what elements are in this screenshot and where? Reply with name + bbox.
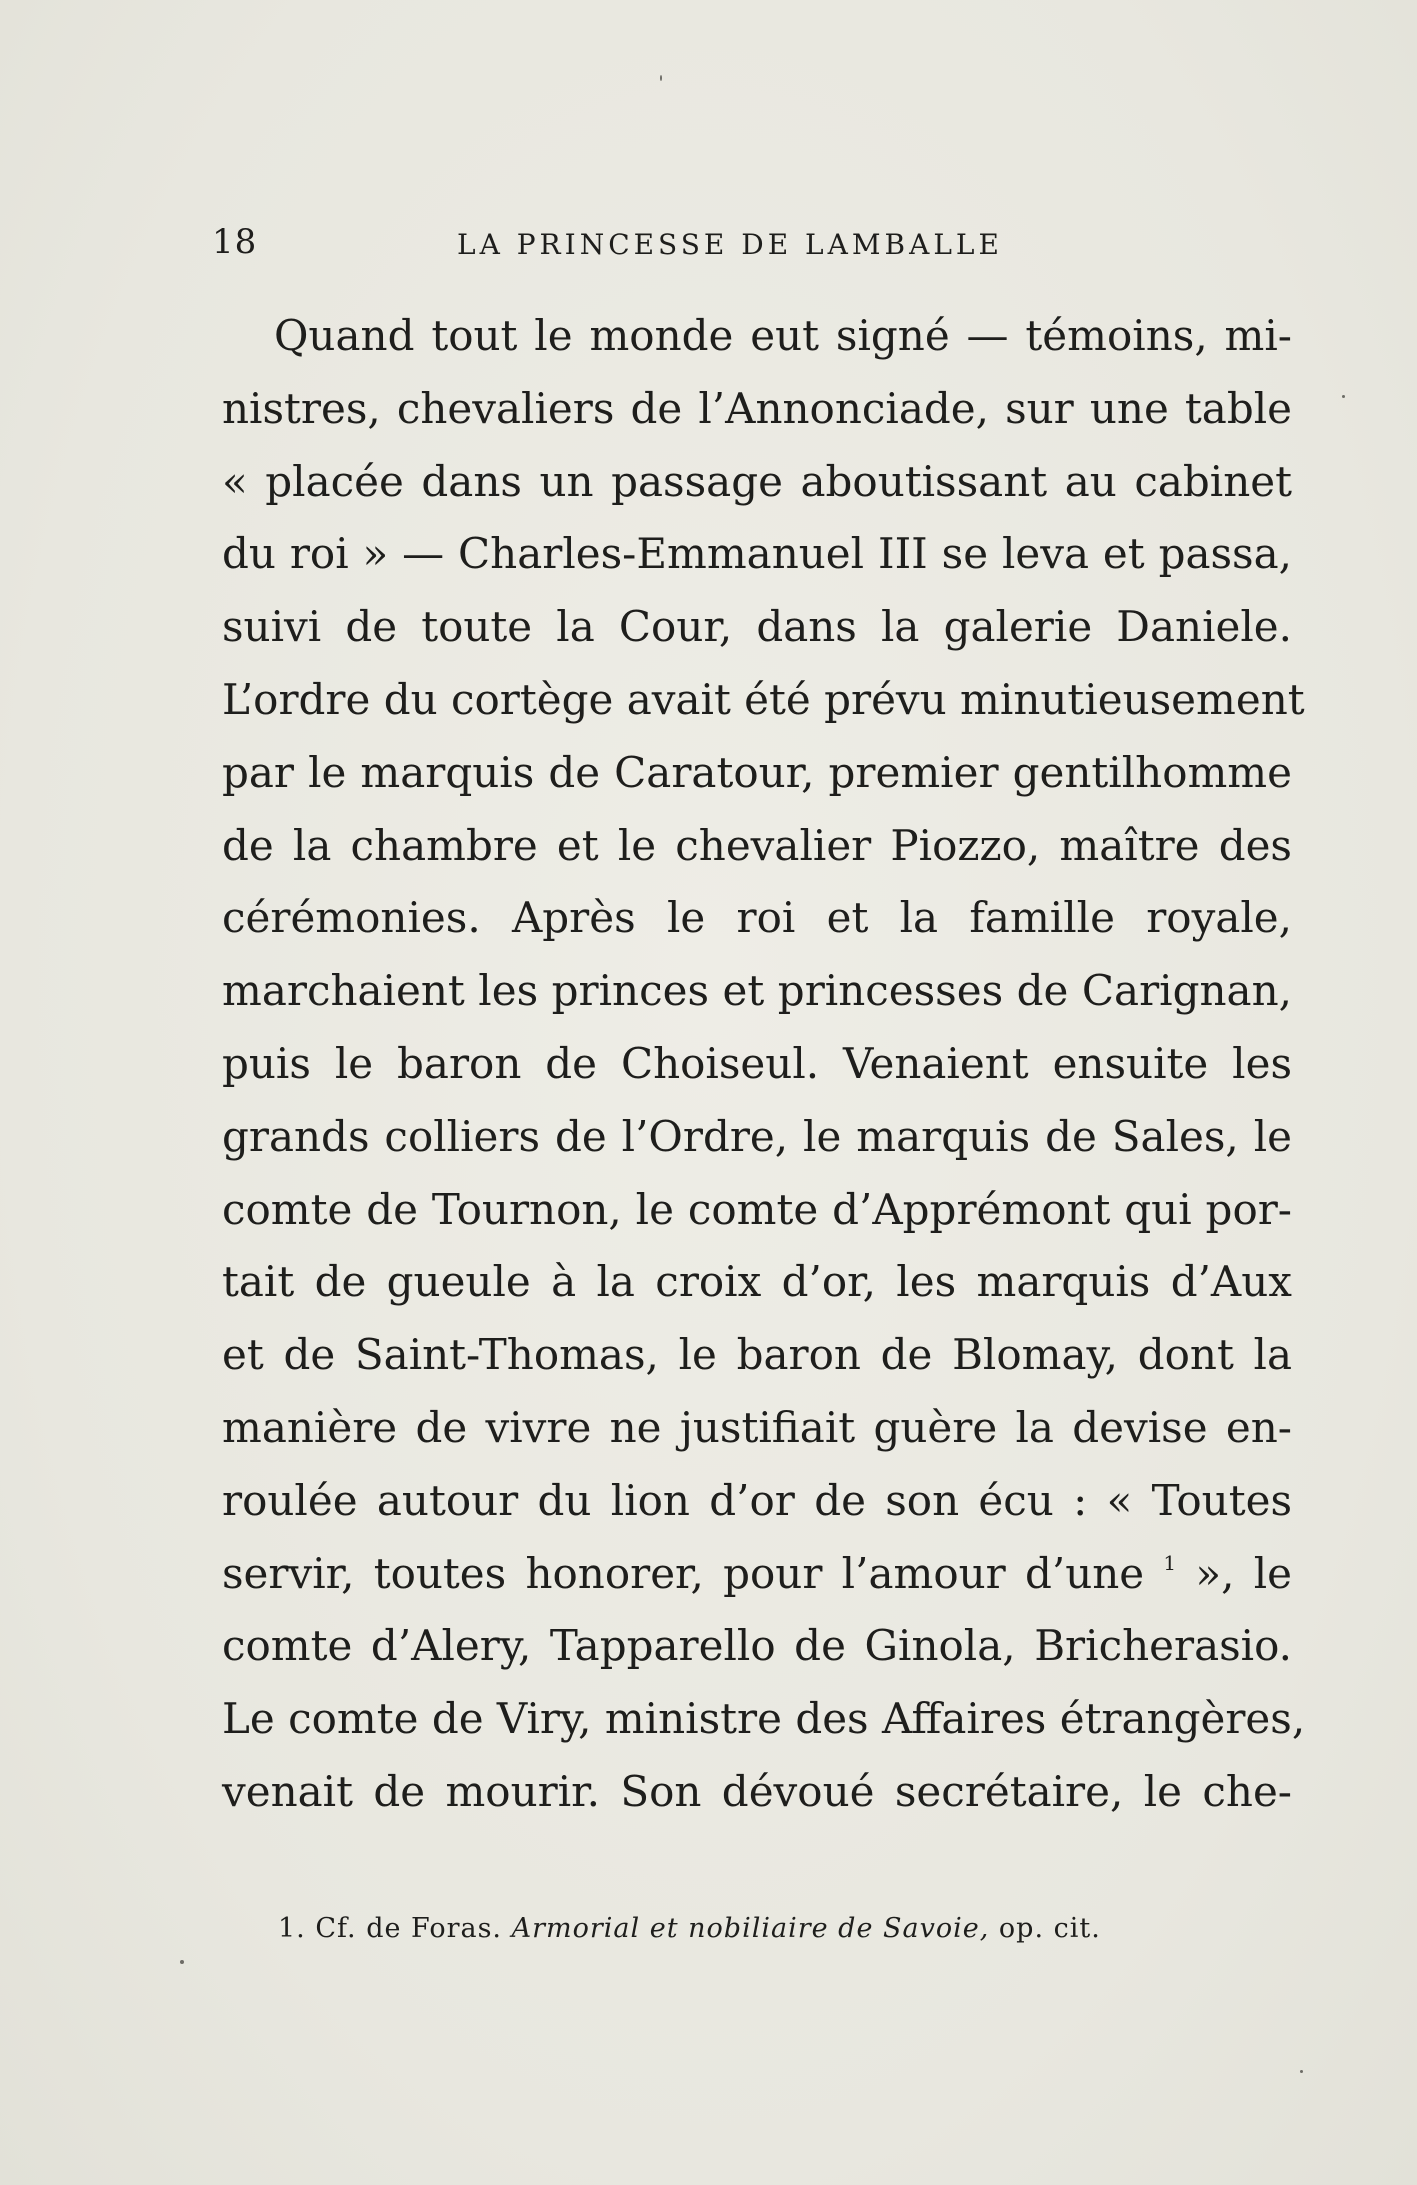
text-line-with-footnote-ref <box>222 1538 1292 1611</box>
line-text: », le <box>1195 1548 1292 1598</box>
text-line: par le marquis de Caratour, premier gentilhomme <box>222 747 1292 797</box>
text-line: de la chambre et le chevalier Piozzo, maître des <box>222 820 1292 870</box>
page-number: 18 <box>212 222 258 262</box>
paper-speck <box>1300 2070 1303 2073</box>
footnote-title: Armorial et nobiliaire de Savoie, <box>511 1913 990 1944</box>
footnote-prefix: Cf. de Foras. <box>315 1913 503 1944</box>
running-title: LA PRINCESSE DE LAMBALLE <box>457 228 1003 261</box>
text-line: L’ordre du cortège avait été prévu minutieusement <box>222 674 1305 724</box>
text-line: tait de gueule à la croix d’or, les marquis d’Aux <box>222 1257 1292 1307</box>
footnote-number: 1. <box>278 1913 306 1944</box>
text-line: cérémonies. Après le roi et la famille royale, <box>222 893 1292 943</box>
paper-speck <box>180 1960 184 1964</box>
text-line: roulée autour du lion d’or de son écu : « Toutes <box>222 1475 1292 1525</box>
footnote-marker: 1 <box>1163 1550 1177 1575</box>
paper-speck <box>660 75 662 81</box>
text-line: manière de vivre ne justifiait guère la devise en- <box>222 1402 1292 1452</box>
text-line: du roi » — Charles-Emmanuel III se leva et passa, <box>222 529 1292 579</box>
text-line: nistres, chevaliers de l’Annonciade, sur une table <box>222 383 1292 433</box>
text-line: et de Saint-Thomas, le baron de Blomay, dont la <box>222 1330 1292 1380</box>
text-line: Quand tout le monde eut signé — témoins, mi- <box>274 311 1292 360</box>
text-line: comte d’Alery, Tapparello de Ginola, Bricherasio. <box>222 1621 1292 1671</box>
running-head <box>212 222 1292 272</box>
footnote <box>278 1913 1238 1944</box>
text-line: comte de Tournon, le comte d’Apprémont qui por- <box>222 1184 1292 1234</box>
footnote-suffix: op. cit. <box>998 1913 1101 1944</box>
text-line: « placée dans un passage aboutissant au cabinet <box>222 456 1292 506</box>
paper-speck <box>1342 395 1345 398</box>
line-text: servir, toutes honorer, pour l’amour d’une <box>222 1548 1145 1598</box>
text-line: suivi de toute la Cour, dans la galerie Daniele. <box>222 602 1292 652</box>
text-line: venait de mourir. Son dévoué secrétaire, le che- <box>222 1766 1292 1816</box>
text-line: Le comte de Viry, ministre des Affaires étrangères, <box>222 1694 1306 1744</box>
text-line: marchaient les princes et princesses de Carignan, <box>222 966 1292 1016</box>
text-line: grands colliers de l’Ordre, le marquis de Sales, le <box>222 1111 1292 1161</box>
text-line: puis le baron de Choiseul. Venaient ensuite les <box>222 1038 1292 1088</box>
body-text <box>222 300 1306 1829</box>
